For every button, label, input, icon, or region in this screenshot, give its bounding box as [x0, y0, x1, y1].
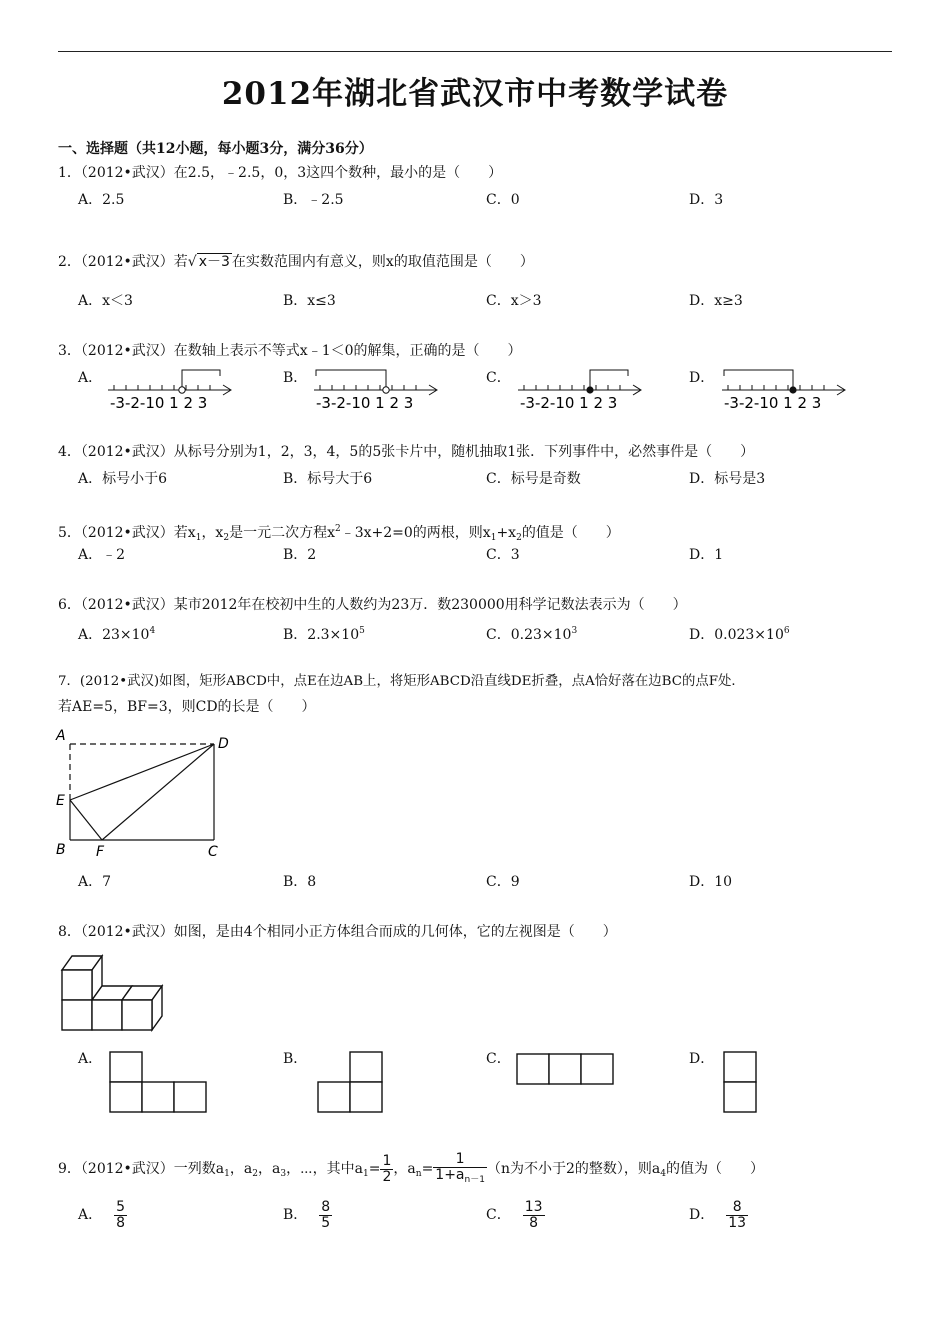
q3-option-c: C．	[486, 370, 511, 386]
label-c: C	[208, 844, 218, 860]
q1-option-a: A．2.5	[78, 192, 125, 208]
q9-a-num: 5	[116, 1199, 126, 1215]
q6-c-base: C．0.23×10	[486, 627, 572, 643]
q8-option-c: C．	[486, 1051, 511, 1067]
q9-sub-6: 4	[660, 1169, 666, 1179]
number-line-c	[510, 366, 650, 412]
q9-text-c: ，a	[257, 1161, 281, 1177]
q5-text-c: 是一元二次方程x	[229, 525, 335, 541]
q9-d-fraction	[726, 1200, 748, 1230]
q3-option-d: D．	[689, 370, 715, 386]
q9-f1-den: 2	[382, 1168, 392, 1185]
q9-option-c	[486, 1200, 545, 1230]
q4-option-d: D．标号是3	[689, 471, 766, 487]
left-view-option-d	[722, 1050, 758, 1114]
q9-f2-den	[433, 1168, 487, 1185]
q4-option-c: C．标号是奇数	[486, 471, 581, 487]
label-b: B	[56, 842, 66, 858]
q1-option-b: B．﹣2.5	[283, 192, 344, 208]
q5-option-d: D．1	[689, 547, 724, 563]
q9-a-fraction	[114, 1200, 127, 1230]
square-root: √ x－3	[187, 254, 230, 270]
q9-sub-4: 1	[363, 1169, 369, 1179]
question-8-stem: 8．（2012•武汉）如图，是由4个相同小正方体组合而成的几何体，它的左视图是（ ）	[58, 924, 617, 940]
q5-sup: 2	[334, 524, 341, 534]
q5-sub-4: 2	[516, 533, 522, 543]
q6-option-c	[486, 622, 577, 644]
axis-label-b: -3-2-10 1 2 3	[316, 394, 414, 412]
q5-text-b: ，x	[201, 525, 224, 541]
q5-sub-3: 1	[490, 533, 497, 543]
q9-f2-den-sub: n－1	[464, 1175, 485, 1186]
q9-option-a	[78, 1200, 127, 1230]
q9-b-letter: B．	[283, 1207, 308, 1224]
q6-b-exp: 5	[359, 626, 365, 636]
q6-a-base: A．23×10	[78, 627, 150, 643]
q9-fraction-a1	[380, 1154, 393, 1184]
q6-c-exp: 3	[571, 626, 578, 636]
question-5-stem	[58, 520, 620, 547]
question-6-stem: 6．（2012•武汉）某市2012年在校初中生的人数约为23万．数230000用科学记数法表示为（ ）	[58, 597, 687, 613]
cube-solid-figure	[58, 950, 178, 1034]
question-7-line1: 7．(2012•武汉)如图，矩形ABCD中，点E在边AB上，将矩形ABCD沿直线DE折叠，点A恰好落在边BC的点F处．	[58, 674, 745, 689]
q2-option-d: D．x≥3	[689, 293, 743, 309]
q6-d-base: D．0.023×10	[689, 627, 784, 643]
label-d: D	[218, 736, 229, 752]
q6-option-a	[78, 622, 155, 644]
q6-option-b	[283, 622, 365, 644]
q9-d-den: 13	[728, 1214, 747, 1231]
q9-sub-5: n	[415, 1169, 422, 1179]
q6-d-exp: 6	[783, 626, 790, 636]
section-heading: 一、选择题（共12小题，每小题3分，满分36分）	[58, 141, 373, 157]
q5-sub-1: 1	[195, 533, 202, 543]
q5-sub-2: 2	[223, 533, 230, 543]
radicand: x－3	[198, 254, 230, 270]
top-rule	[58, 51, 892, 52]
number-line-d	[714, 366, 854, 412]
left-view-option-c	[515, 1052, 615, 1086]
question-3-stem: 3．（2012•武汉）在数轴上表示不等式x﹣1＜0的解集，正确的是（ ）	[58, 343, 522, 359]
q9-text-f: ，a	[393, 1161, 416, 1177]
axis-label-d: -3-2-10 1 2 3	[724, 394, 822, 412]
q7-option-b: B．8	[283, 874, 317, 890]
number-line-a	[100, 366, 240, 412]
question-2-stem	[58, 253, 534, 271]
q9-fraction-an	[433, 1152, 487, 1185]
q2-option-b: B．x≤3	[283, 293, 336, 309]
question-9-stem	[58, 1152, 764, 1191]
q9-text-b: ，a	[229, 1161, 253, 1177]
q9-text-g: =	[421, 1161, 434, 1177]
q1-option-d: D．3	[689, 192, 724, 208]
axis-label-c: -3-2-10 1 2 3	[520, 394, 618, 412]
q9-text-i: 的值为（ ）	[665, 1161, 764, 1177]
q9-b-num: 8	[321, 1199, 331, 1215]
q9-c-den: 8	[529, 1214, 539, 1231]
q9-a-den: 8	[116, 1214, 126, 1231]
q1-option-c: C．0	[486, 192, 520, 208]
q9-b-den: 5	[321, 1214, 331, 1231]
q3-option-a: A．	[78, 370, 103, 386]
number-line-b	[306, 366, 446, 412]
q6-b-base: B．2.3×10	[283, 627, 360, 643]
q9-c-fraction	[523, 1200, 545, 1230]
q9-c-num: 13	[524, 1199, 543, 1215]
q8-option-d: D．	[689, 1051, 715, 1067]
question-7-line2: 若AE=5，BF=3，则CD的长是（ ）	[58, 699, 316, 715]
q9-sub-3: 3	[280, 1169, 287, 1179]
label-f: F	[96, 844, 105, 860]
q9-b-fraction	[319, 1200, 332, 1230]
axis-label-a: -3-2-10 1 2 3	[110, 394, 208, 412]
q5-option-b: B．2	[283, 547, 317, 563]
q5-option-a: A．﹣2	[78, 547, 126, 563]
q9-text-e: =	[368, 1161, 381, 1177]
q9-c-letter: C．	[486, 1207, 511, 1224]
q4-option-a: A．标号小于6	[78, 471, 168, 487]
q5-option-c: C．3	[486, 547, 520, 563]
q9-sub-1: 1	[224, 1169, 230, 1179]
q9-f2-den-a: 1+a	[435, 1167, 465, 1184]
q6-a-exp: 4	[149, 626, 156, 636]
rectangle-fold-figure	[54, 728, 244, 858]
q9-sub-2: 2	[252, 1169, 258, 1179]
q7-option-d: D．10	[689, 874, 733, 890]
q7-option-a: A．7	[78, 874, 112, 890]
q5-text-a: 5．（2012•武汉）若x	[58, 525, 196, 541]
q5-text-f: 的值是（ ）	[521, 525, 620, 541]
q9-text-h: （n为不小于2的整数），则a	[486, 1161, 661, 1177]
q9-f2-num: 1	[433, 1152, 487, 1168]
q7-option-c: C．9	[486, 874, 520, 890]
q9-d-num: 8	[726, 1200, 748, 1216]
q5-text-d: ﹣3x+2=0的两根，则x	[340, 525, 491, 541]
q9-option-d	[689, 1200, 748, 1230]
label-a: A	[56, 728, 66, 744]
q2-option-a: A．x＜3	[78, 293, 133, 309]
q5-text-e: +x	[496, 525, 517, 541]
question-4-stem: 4．（2012•武汉）从标号分别为1，2，3，4，5的5张卡片中，随机抽取1张．下列事件中，必然事件是（ ）	[58, 444, 755, 460]
q9-a-letter: A．	[78, 1207, 103, 1224]
left-view-option-b	[316, 1050, 386, 1114]
q6-option-d	[689, 622, 790, 644]
q9-f1-num: 1	[382, 1152, 392, 1169]
question-1-stem: 1．（2012•武汉）在2.5，﹣2.5，0，3这四个数种，最小的是（ ）	[58, 165, 503, 181]
label-e: E	[56, 793, 65, 809]
q9-d-letter: D．	[689, 1207, 715, 1224]
left-view-option-a	[108, 1050, 208, 1114]
q8-option-b: B．	[283, 1051, 308, 1067]
q2-stem-post: 在实数范围内有意义，则x的取值范围是（ ）	[231, 254, 534, 270]
page-title: 2012年湖北省武汉市中考数学试卷	[221, 76, 729, 112]
q8-option-a: A．	[78, 1051, 103, 1067]
q2-stem-pre: 2．（2012•武汉）若	[58, 254, 188, 270]
q4-option-b: B．标号大于6	[283, 471, 373, 487]
q9-option-b	[283, 1200, 332, 1230]
q3-option-b: B．	[283, 370, 308, 386]
q9-text-a: 9．（2012•武汉）一列数a	[58, 1161, 225, 1177]
q9-text-d: ，⋯，其中a	[286, 1161, 364, 1177]
q2-option-c: C．x＞3	[486, 293, 542, 309]
